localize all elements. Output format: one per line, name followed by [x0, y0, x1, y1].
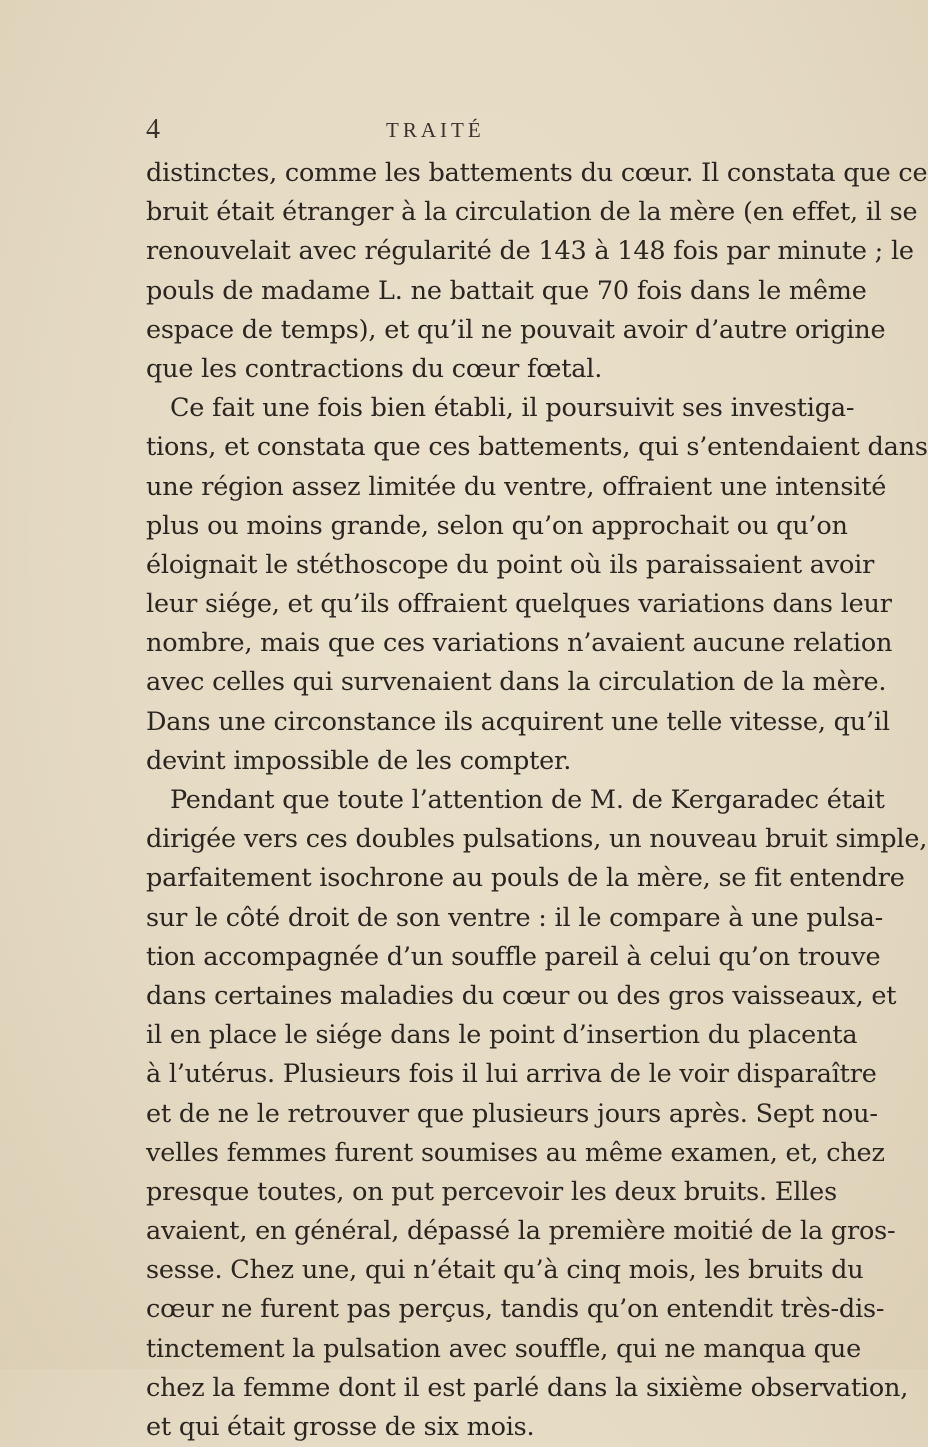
text-line: avaient, en général, dépassé la première moitié de la gros- — [146, 1216, 896, 1247]
text-line: devint impossible de les compter. — [146, 745, 572, 776]
text-line: Pendant que toute l’attention de M. de Kergaradec était — [170, 785, 885, 815]
text-line: sesse. Chez une, qui n’était qu’à cinq mois, les bruits du — [146, 1255, 864, 1286]
text-line: espace de temps), et qu’il ne pouvait avoir d’autre origine — [146, 314, 886, 345]
text-line: sur le côté droit de son ventre : il le compare à une pulsa- — [146, 902, 884, 933]
text-line: dans certaines maladies du cœur ou des gros vaisseaux, et — [146, 980, 897, 1011]
text-line: bruit était étranger à la circulation de la mère (en effet, il se — [146, 197, 918, 228]
text-line: presque toutes, on put percevoir les deux bruits. Elles — [146, 1176, 837, 1207]
text-line: et de ne le retrouver que plusieurs jours après. Sept nou- — [146, 1098, 878, 1129]
text-line: tion accompagnée d’un souffle pareil à celui qu’on trouve — [146, 941, 881, 972]
text-line: et qui était grosse de six mois. — [146, 1412, 535, 1442]
text-line: à l’utérus. Plusieurs fois il lui arriva de le voir disparaître — [146, 1059, 877, 1090]
text-line: avec celles qui survenaient dans la circulation de la mère. — [146, 667, 887, 698]
text-line: que les contractions du cœur fœtal. — [146, 353, 603, 384]
running-title: TRAITÉ — [386, 118, 485, 142]
running-head — [146, 104, 764, 144]
text-line: Dans une circonstance ils acquirent une telle vitesse, qu’il — [146, 706, 890, 737]
text-line: il en place le siége dans le point d’insertion du placenta — [146, 1020, 858, 1051]
text-line: plus ou moins grande, selon qu’on approchait ou qu’on — [146, 510, 848, 541]
text-line: cœur ne furent pas perçus, tandis qu’on entendit très-dis- — [146, 1294, 885, 1325]
text-line: chez la femme dont il est parlé dans la sixième observation, — [146, 1372, 909, 1403]
text-line: distinctes, comme les battements du cœur. Il constata que ce — [146, 158, 928, 188]
text-line: leur siége, et qu’ils offraient quelques variations dans leur — [146, 589, 892, 620]
text-line: Ce fait une fois bien établi, il poursuivit ses investiga- — [170, 393, 855, 424]
text-line: nombre, mais que ces variations n’avaient aucune relation — [146, 628, 893, 659]
text-line: tinctement la pulsation avec souffle, qui ne manqua que — [146, 1333, 862, 1364]
text-line: renouvelait avec régularité de 143 à 148 fois par minute ; le — [146, 236, 914, 267]
text-line: dirigée vers ces doubles pulsations, un nouveau bruit simple, — [146, 824, 928, 855]
text-line: pouls de madame L. ne battait que 70 fois dans le même — [146, 275, 867, 306]
page-number: 4 — [146, 114, 160, 145]
text-line: tions, et constata que ces battements, qui s’entendaient dans — [146, 432, 928, 463]
text-line: velles femmes furent soumises au même examen, et, chez — [146, 1137, 885, 1168]
text-line: éloignait le stéthoscope du point où ils paraissaient avoir — [146, 549, 875, 580]
text-line: parfaitement isochrone au pouls de la mère, se fit entendre — [146, 863, 905, 894]
text-line: une région assez limitée du ventre, offraient une intensité — [146, 471, 887, 502]
body-text — [146, 154, 928, 1447]
